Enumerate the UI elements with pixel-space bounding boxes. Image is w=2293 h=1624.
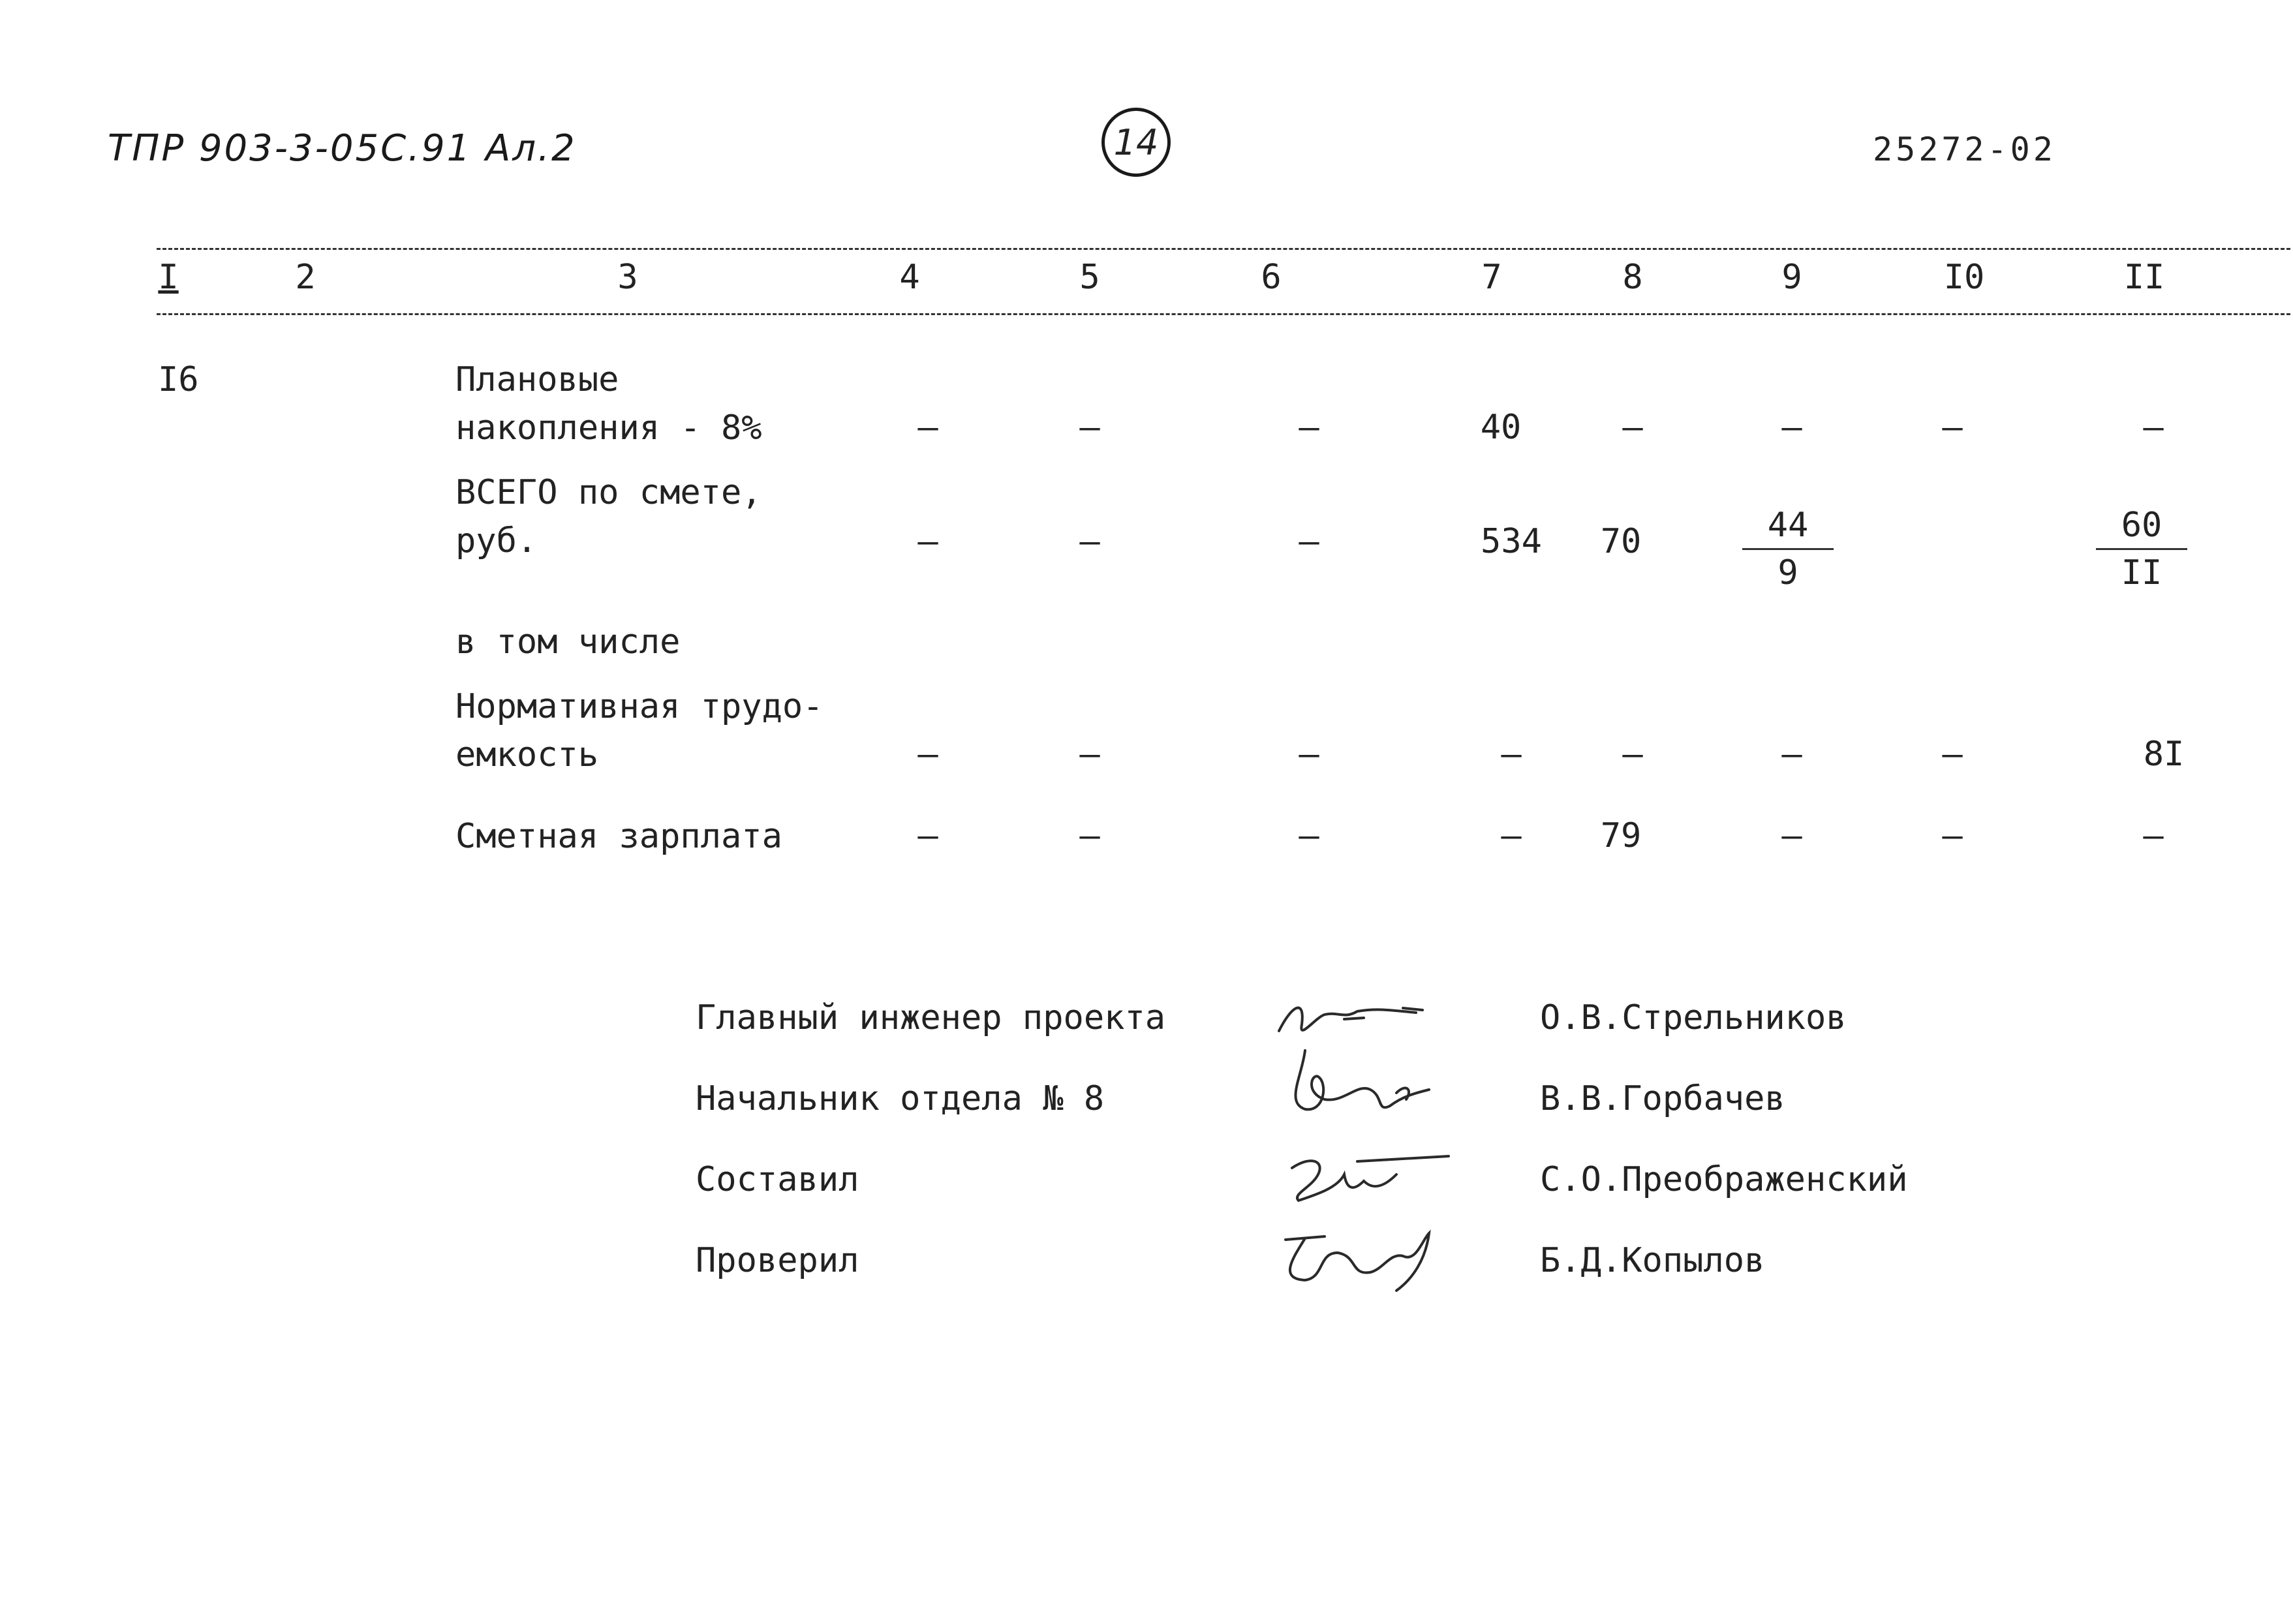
row-number: I6 bbox=[158, 360, 199, 399]
cell: 70 bbox=[1600, 522, 1642, 561]
fraction-cell bbox=[2096, 502, 2187, 596]
cell: – bbox=[1501, 816, 1522, 855]
sheet-code: 25272-02 bbox=[1873, 130, 2056, 168]
cell: – bbox=[1299, 735, 1319, 774]
fraction-cell bbox=[1742, 502, 1834, 596]
cell: – bbox=[2143, 408, 2164, 447]
signature-name: С.О.Преображенский bbox=[1540, 1160, 1908, 1199]
fraction-denominator: II bbox=[2121, 553, 2162, 592]
column-header: I0 bbox=[1943, 258, 1985, 297]
cell: – bbox=[1942, 408, 1963, 447]
fraction-numerator: 44 bbox=[1742, 502, 1834, 550]
signature-stroke bbox=[1285, 1233, 1429, 1291]
cell: 8I bbox=[2143, 735, 2185, 774]
row-title-line: Плановые bbox=[455, 360, 619, 399]
cell: – bbox=[2143, 816, 2164, 855]
cell: – bbox=[1781, 408, 1802, 447]
fraction-denominator: 9 bbox=[1777, 553, 1798, 592]
signature-role: Составил bbox=[696, 1160, 859, 1199]
cell: – bbox=[1781, 816, 1802, 855]
cell: – bbox=[917, 735, 938, 774]
cell: – bbox=[1622, 735, 1643, 774]
row-title-line: емкость bbox=[455, 735, 599, 774]
column-header: II bbox=[2123, 258, 2165, 297]
signature-name: Б.Д.Копылов bbox=[1540, 1241, 1765, 1280]
row-title-line: ВСЕГО по смете, bbox=[455, 473, 762, 512]
cell: – bbox=[1299, 408, 1319, 447]
cell: – bbox=[1942, 735, 1963, 774]
column-header: 7 bbox=[1481, 258, 1502, 297]
row-title-line: руб. bbox=[455, 521, 538, 560]
table-header-top-rule bbox=[157, 248, 2290, 250]
cell: – bbox=[1299, 816, 1319, 855]
column-header: 8 bbox=[1622, 258, 1643, 297]
table-header-bottom-rule bbox=[157, 313, 2290, 315]
page-number: 14 bbox=[1101, 108, 1171, 177]
column-header: 9 bbox=[1781, 258, 1802, 297]
cell: – bbox=[1299, 522, 1319, 561]
handwritten-signatures bbox=[1266, 979, 1488, 1292]
column-header: 4 bbox=[899, 258, 920, 297]
fraction-numerator: 60 bbox=[2096, 502, 2187, 550]
cell: – bbox=[917, 816, 938, 855]
cell: 40 bbox=[1480, 408, 1522, 447]
cell: – bbox=[1079, 522, 1100, 561]
signature-stroke bbox=[1357, 1156, 1449, 1161]
cell: – bbox=[1079, 735, 1100, 774]
row-title-line: накопления - 8% bbox=[455, 408, 762, 448]
signature-stroke bbox=[1292, 1161, 1396, 1201]
signature-role: Начальник отдела № 8 bbox=[696, 1079, 1105, 1118]
cell: – bbox=[1942, 816, 1963, 855]
row-title-line: Нормативная трудо- bbox=[455, 687, 823, 726]
row-title-line: Сметная зарплата bbox=[455, 817, 782, 856]
signature-role: Проверил bbox=[696, 1241, 859, 1280]
column-header: I bbox=[158, 258, 179, 297]
column-header: 6 bbox=[1261, 258, 1282, 297]
signature-role: Главный инженер проекта bbox=[696, 998, 1166, 1037]
column-header: 2 bbox=[295, 258, 316, 297]
cell: – bbox=[1079, 408, 1100, 447]
cell: – bbox=[1622, 408, 1643, 447]
signature-stroke bbox=[1295, 1050, 1429, 1109]
row-title-line: в том числе bbox=[455, 622, 681, 662]
signature-name: О.В.Стрельников bbox=[1540, 998, 1847, 1037]
cell: 534 bbox=[1481, 522, 1542, 561]
cell: – bbox=[1079, 816, 1100, 855]
cell: – bbox=[1501, 735, 1522, 774]
cell: – bbox=[1781, 735, 1802, 774]
column-header: 3 bbox=[617, 258, 638, 297]
column-header: 5 bbox=[1079, 258, 1100, 297]
cell: – bbox=[917, 408, 938, 447]
cell: – bbox=[917, 522, 938, 561]
document-code: ТПР 903-3-05С.91 Ал.2 bbox=[108, 127, 577, 170]
signature-name: В.В.Горбачев bbox=[1540, 1079, 1785, 1118]
cell: 79 bbox=[1600, 816, 1642, 855]
